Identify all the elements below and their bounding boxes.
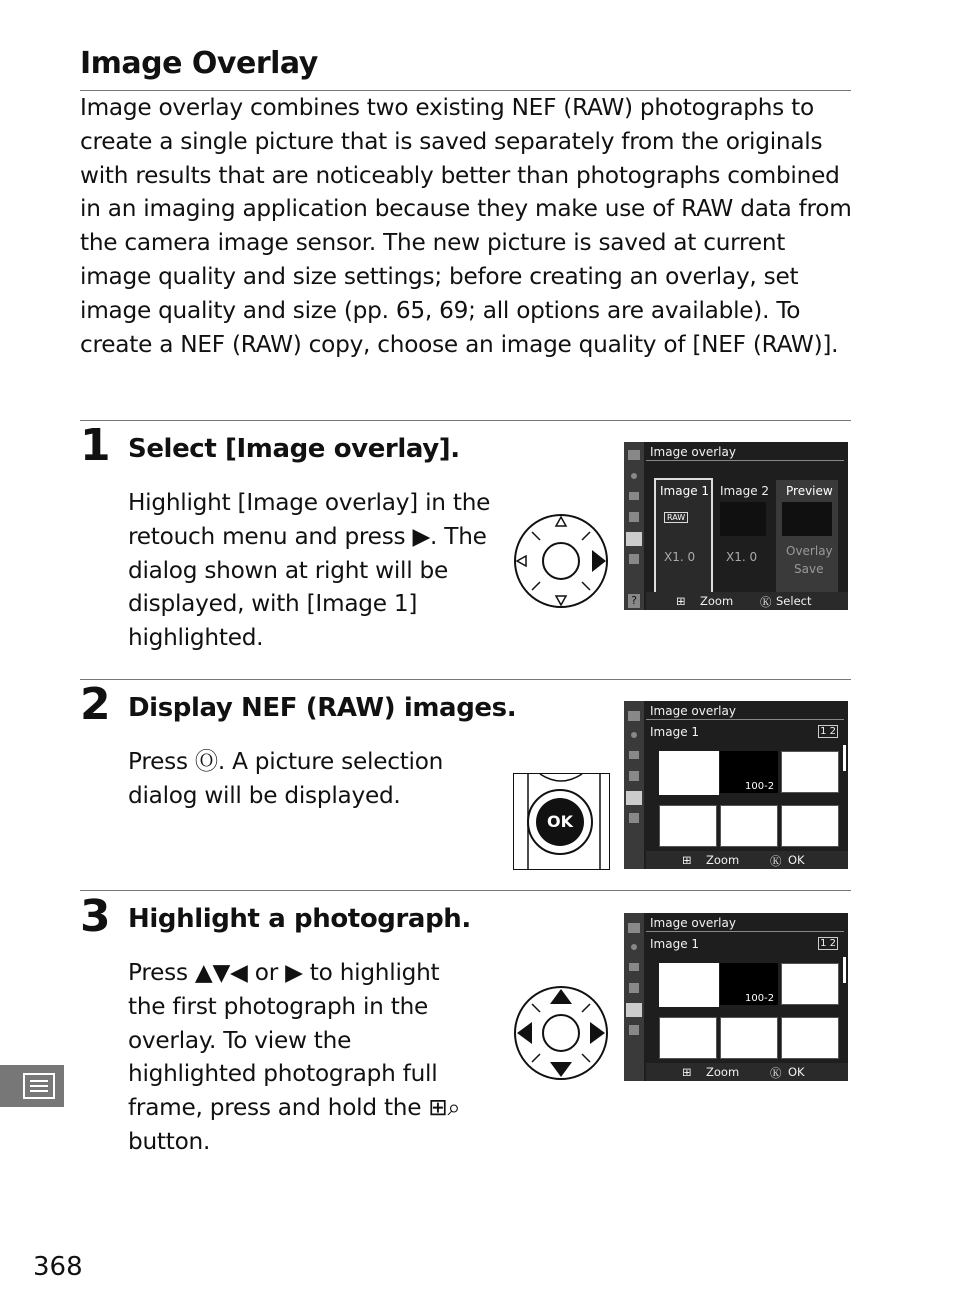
thumbnail-label: 100-6: [806, 1044, 836, 1055]
menu-tab-icons: [624, 701, 644, 869]
image-1-slot: [654, 478, 713, 594]
step-1-number: 1: [80, 420, 111, 471]
step-3-title: Highlight a photograph.: [128, 904, 471, 934]
thumbnail-label: 100-2: [745, 993, 775, 1004]
scrollbar[interactable]: [843, 957, 846, 983]
save-label: Save: [794, 562, 824, 576]
image-overlay-dialog-screen: [624, 442, 848, 610]
thumbnail-label: 100-6: [806, 832, 836, 843]
screen-footer: [646, 1063, 848, 1081]
step-2-rule: [80, 679, 851, 680]
step-3-rule: [80, 890, 851, 891]
image-1-label: Image 1: [660, 484, 710, 498]
ok-icon: Ⓚ: [770, 854, 782, 868]
multi-selector-all-icon: [512, 984, 610, 1082]
thumbnail-label: 100-5: [745, 1044, 775, 1055]
page-title: Image Overlay: [80, 46, 318, 81]
footer-ok-label: OK: [788, 1065, 805, 1079]
screen-subheader: Image 1: [650, 937, 700, 951]
thumbnail-label: 100-5: [745, 832, 775, 843]
thumbnail-label: 100-4: [684, 1044, 714, 1055]
menu-strip: [624, 442, 644, 610]
screen-header-rule: [646, 931, 844, 932]
footer-zoom-label: Zoom: [700, 594, 734, 608]
image-2-slot: [720, 502, 766, 536]
preview-image: [782, 502, 832, 536]
image-2-label: Image 2: [720, 484, 770, 498]
step-3-number: 3: [80, 891, 111, 942]
menu-strip: [624, 701, 644, 869]
image-2-gain: X1. 0: [726, 550, 758, 564]
ok-icon: Ⓚ: [770, 1066, 782, 1080]
picture-selection-screen-2: [624, 913, 848, 1081]
raw-badge: RAW: [664, 512, 688, 523]
thumbnail-label: 100-1: [684, 781, 714, 792]
picture-selection-screen-1: [624, 701, 848, 869]
screen-footer: [646, 851, 848, 869]
thumbnail-label: 100-3: [806, 781, 836, 792]
help-icon: ?: [628, 594, 640, 608]
preview-panel: [776, 480, 838, 596]
screen-header: Image overlay: [650, 704, 736, 718]
screen-subheader: Image 1: [650, 725, 700, 739]
footer-zoom-label: Zoom: [706, 853, 740, 867]
intro-paragraph: Image overlay combines two existing NEF (RAW) photographs to create a single picture that is saved separately from the originals with results that are noticeably better than photographs combined in an imaging application because they make use of RAW data from the camera image sensor. The new picture is saved at current image quality and size settings; before creating an overlay, set image quality and size (pp. 65, 69; all options are available). To create a NEF (RAW) copy, choose an image quality of [NEF (RAW)].: [80, 94, 852, 358]
step-2-body: Press Ⓞ. A picture selection dialog will be displayed.: [128, 748, 444, 809]
scrollbar[interactable]: [843, 745, 846, 771]
step-1-body: Highlight [Image overlay] in the retouch menu and press ▶. The dialog shown at right will be displayed, with [Image 1] highlighted.: [128, 489, 491, 652]
zoom-icon: ⊞: [682, 853, 692, 867]
ok-button-illustration: [513, 773, 610, 870]
zoom-icon: ⊞: [676, 594, 686, 608]
retouch-menu-tab-icon: [0, 1065, 64, 1107]
thumbnail-label: 100-4: [684, 832, 714, 843]
menu-strip: [624, 913, 644, 1081]
page-number: 368: [33, 1252, 83, 1282]
ok-button-label: OK: [547, 812, 573, 831]
screen-header: Image overlay: [650, 445, 736, 459]
screen-header: Image overlay: [650, 916, 736, 930]
screen-footer: [646, 592, 848, 610]
screen-header-rule: [646, 719, 844, 720]
step-1-title: Select [Image overlay].: [128, 434, 460, 464]
step-3-body: Press ▲▼◀ or ▶ to highlight the first photograph in the overlay. To view the highlighted photograph full frame, press and hold the ⊞⌕ button.: [128, 959, 461, 1155]
thumbnail-label: 100-3: [806, 993, 836, 1004]
screen-header-rule: [646, 460, 844, 461]
preview-label: Preview: [786, 484, 833, 498]
retouch-menu-tab: [0, 1065, 64, 1107]
step-2-title: Display NEF (RAW) images.: [128, 693, 517, 723]
step-2-number: 2: [80, 679, 111, 730]
ok-icon: Ⓚ: [760, 595, 772, 609]
menu-tab-icons: [624, 913, 644, 1081]
step-1-rule: [80, 420, 851, 421]
footer-select-label: Select: [776, 594, 812, 608]
zoom-icon: ⊞: [682, 1065, 692, 1079]
footer-ok-label: OK: [788, 853, 805, 867]
footer-zoom-label: Zoom: [706, 1065, 740, 1079]
card-slot-icon: 1 2: [820, 938, 836, 949]
menu-tab-icons: [624, 442, 644, 610]
thumbnail-label: 100-2: [745, 781, 775, 792]
image-1-gain: X1. 0: [664, 550, 696, 564]
card-slot-icon: 1 2: [820, 726, 836, 737]
thumbnail-label: 100-1: [684, 993, 714, 1004]
multi-selector-right-icon: [512, 512, 610, 610]
overlay-label: Overlay: [786, 544, 833, 558]
